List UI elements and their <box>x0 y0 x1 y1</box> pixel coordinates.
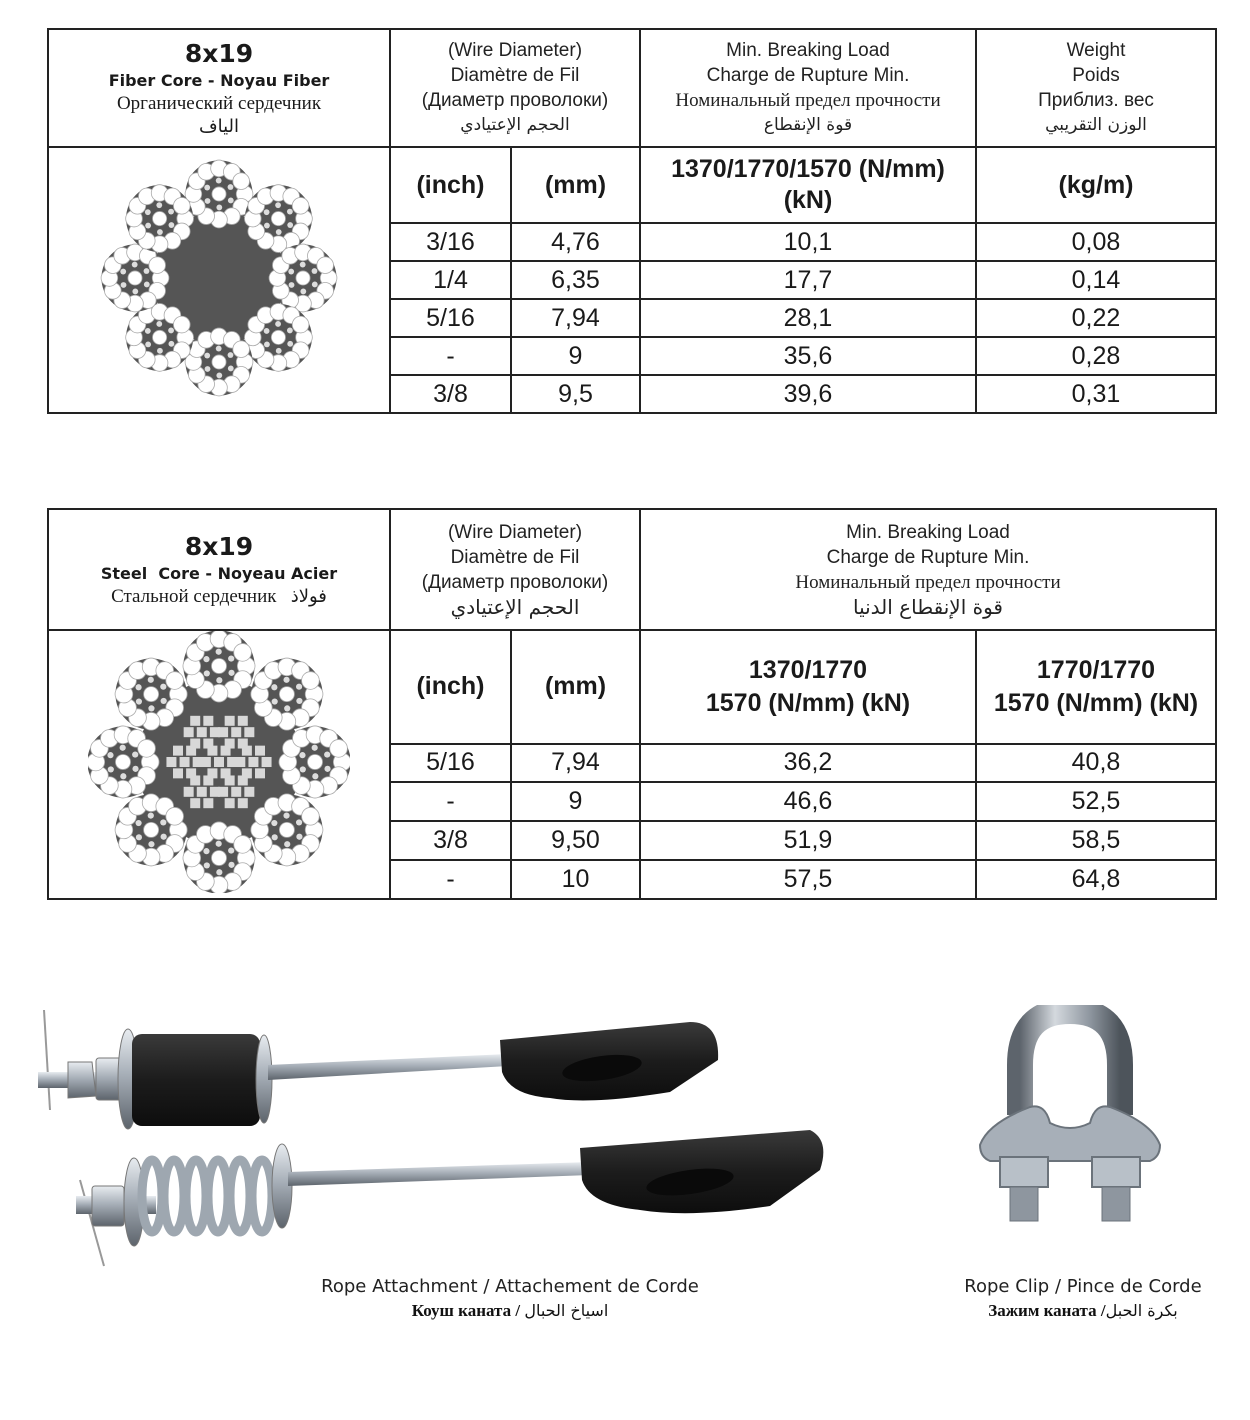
rope-attachment-caption-ru: Коуш каната / <box>411 1301 521 1320</box>
table2-core-type-ru: Стальной сердечник <box>111 585 277 607</box>
cell-load: 39,6 <box>640 375 976 413</box>
table1-wire-diameter-header <box>390 29 640 147</box>
table1-core-type-ru: Органический сердечник <box>116 93 322 114</box>
wire-diameter-ar: الحجم الإعتيادي <box>460 115 570 135</box>
fiber-core-spec-table <box>47 28 1217 414</box>
rope-attachment-image <box>30 1000 830 1280</box>
table1-breaking-load-header <box>640 29 976 147</box>
cell-load-b: 52,5 <box>976 782 1216 821</box>
rope-strand <box>185 328 253 396</box>
table1-title-cell <box>48 29 390 147</box>
breaking-load-en: Min. Breaking Load <box>726 40 890 61</box>
cell-inch: - <box>390 337 511 375</box>
table1-core-type-ar: الياف <box>198 116 240 137</box>
breaking-load-fr: Charge de Rupture Min. <box>706 65 910 86</box>
table2-unit-load-a-line2: 1570 (N/mm) (kN) <box>705 688 911 717</box>
cell-mm: 9,5 <box>511 375 640 413</box>
cell-mm: 9 <box>511 337 640 375</box>
steel-core-rope-cross-section <box>48 630 390 899</box>
table2-unit-load-b-line2: 1570 (N/mm) (kN) <box>993 688 1199 717</box>
table2-unit-mm: (mm) <box>511 630 640 744</box>
cell-load-b: 40,8 <box>976 744 1216 783</box>
table1-unit-load-line2: (kN) <box>783 186 833 214</box>
cell-weight: 0,14 <box>976 261 1216 299</box>
cell-mm: 4,76 <box>511 223 640 261</box>
rope-attachment-caption <box>310 1274 710 1322</box>
wire-diameter-fr: Diamètre de Fil <box>450 65 580 86</box>
rope-attachment-rubber-type <box>38 1010 718 1129</box>
cell-weight: 0,31 <box>976 375 1216 413</box>
weight-ar: الوزن التقريبي <box>1045 115 1147 135</box>
rope-strand <box>115 794 187 866</box>
cell-load: 10,1 <box>640 223 976 261</box>
weight-en: Weight <box>1066 40 1126 61</box>
rope-strand <box>251 658 323 730</box>
rope-clip-caption-en-fr: Rope Clip / Pince de Corde <box>964 1276 1202 1297</box>
cell-load-a: 57,5 <box>640 860 976 899</box>
cell-load-a: 36,2 <box>640 744 976 783</box>
table1-unit-inch: (inch) <box>390 147 511 223</box>
cell-inch: 5/16 <box>390 744 511 783</box>
fiber-core-rope-cross-section <box>48 147 390 413</box>
cell-mm: 7,94 <box>511 299 640 337</box>
table1-unit-load-line1: 1370/1770/1570 (N/mm) <box>671 155 945 183</box>
table1-unit-weight: (kg/m) <box>976 147 1216 223</box>
rope-strand <box>269 244 337 312</box>
rope-clip-caption-ar: بكرة الحبل <box>1105 1301 1178 1320</box>
table1-core-type: Fiber Core - Noyau Fiber <box>108 71 330 90</box>
cell-mm: 6,35 <box>511 261 640 299</box>
cell-load-a: 46,6 <box>640 782 976 821</box>
rope-clip-caption-ru: Зажим каната / <box>988 1301 1106 1320</box>
table2-unit-inch: (inch) <box>390 630 511 744</box>
cell-load-a: 51,9 <box>640 821 976 860</box>
wire-diameter-ru: (Диаметр проволоки) <box>421 571 609 593</box>
breaking-load-en: Min. Breaking Load <box>846 521 1010 543</box>
breaking-load-ar: قوة الإنقطاع <box>763 115 853 135</box>
wire-diameter-ru: (Диаметр проволоки) <box>421 90 609 111</box>
table2-unit-load-a-line1: 1370/1770 <box>748 655 868 684</box>
cell-inch: 5/16 <box>390 299 511 337</box>
breaking-load-ru: Номинальный предел прочности <box>675 90 941 111</box>
table2-wire-diameter-header <box>390 509 640 630</box>
rope-attachment-caption-ar: اسياخ الحبال <box>524 1301 609 1320</box>
rope-clip-caption <box>950 1274 1216 1322</box>
breaking-load-ru: Номинальный предел прочности <box>795 571 1061 593</box>
cell-inch: - <box>390 860 511 899</box>
cell-load-b: 58,5 <box>976 821 1216 860</box>
table1-weight-header <box>976 29 1216 147</box>
table2-unit-load-b-line1: 1770/1770 <box>1036 655 1156 684</box>
rope-clip-caption-ru-ar <box>950 1300 1216 1322</box>
cell-mm: 9 <box>511 782 640 821</box>
cell-inch: 3/16 <box>390 223 511 261</box>
wire-diameter-en: (Wire Diameter) <box>447 521 583 543</box>
cell-mm: 9,50 <box>511 821 640 860</box>
cell-inch: 1/4 <box>390 261 511 299</box>
table2-title-cell <box>48 509 390 630</box>
weight-fr: Poids <box>1072 65 1120 86</box>
rope-attachment-caption-en-fr: Rope Attachment / Attachement de Corde <box>321 1276 699 1297</box>
table2-core-type-ar: فولاذ <box>290 585 327 607</box>
rope-strand <box>115 658 187 730</box>
rope-attachment-caption-ru-ar <box>310 1300 710 1322</box>
rope-attachment-spring-type <box>76 1130 823 1266</box>
table1-model: 8x19 <box>184 39 254 68</box>
table2-core-type: Steel Core - Noyeau Acier <box>100 563 338 583</box>
cell-mm: 10 <box>511 860 640 899</box>
cell-inch: - <box>390 782 511 821</box>
table2-unit-load-a <box>640 630 976 744</box>
table2-core-type-ru-ar <box>49 585 389 609</box>
cell-mm: 7,94 <box>511 744 640 783</box>
cell-weight: 0,08 <box>976 223 1216 261</box>
table2-unit-load-b <box>976 630 1216 744</box>
rope-strand <box>244 184 312 252</box>
steel-core-rope-icon <box>88 631 350 893</box>
cell-inch: 3/8 <box>390 375 511 413</box>
table1-unit-mm: (mm) <box>511 147 640 223</box>
fiber-core-rope-icon <box>99 158 339 398</box>
cell-load: 28,1 <box>640 299 976 337</box>
weight-ru: Приблиз. вес <box>1038 90 1154 111</box>
table2-model: 8x19 <box>184 531 254 561</box>
breaking-load-fr: Charge de Rupture Min. <box>826 546 1030 568</box>
rope-strand <box>185 160 253 228</box>
cell-load: 35,6 <box>640 337 976 375</box>
rope-strand <box>126 184 194 252</box>
cell-load: 17,7 <box>640 261 976 299</box>
rope-strand <box>244 303 312 371</box>
rope-strand <box>101 244 169 312</box>
cell-weight: 0,28 <box>976 337 1216 375</box>
cell-weight: 0,22 <box>976 299 1216 337</box>
cell-inch: 3/8 <box>390 821 511 860</box>
rope-strand <box>126 303 194 371</box>
steel-core-spec-table <box>47 508 1217 900</box>
wire-diameter-fr: Diamètre de Fil <box>450 546 580 568</box>
rope-strand <box>251 794 323 866</box>
table2-breaking-load-header <box>640 509 1216 630</box>
breaking-load-ar: قوة الإنقطاع الدنيا <box>852 594 1003 619</box>
table1-unit-load <box>640 147 976 223</box>
rope-clip-image <box>970 1005 1170 1225</box>
wire-diameter-en: (Wire Diameter) <box>447 40 583 61</box>
cell-load-b: 64,8 <box>976 860 1216 899</box>
wire-diameter-ar: الحجم الإعتيادي <box>450 594 580 619</box>
